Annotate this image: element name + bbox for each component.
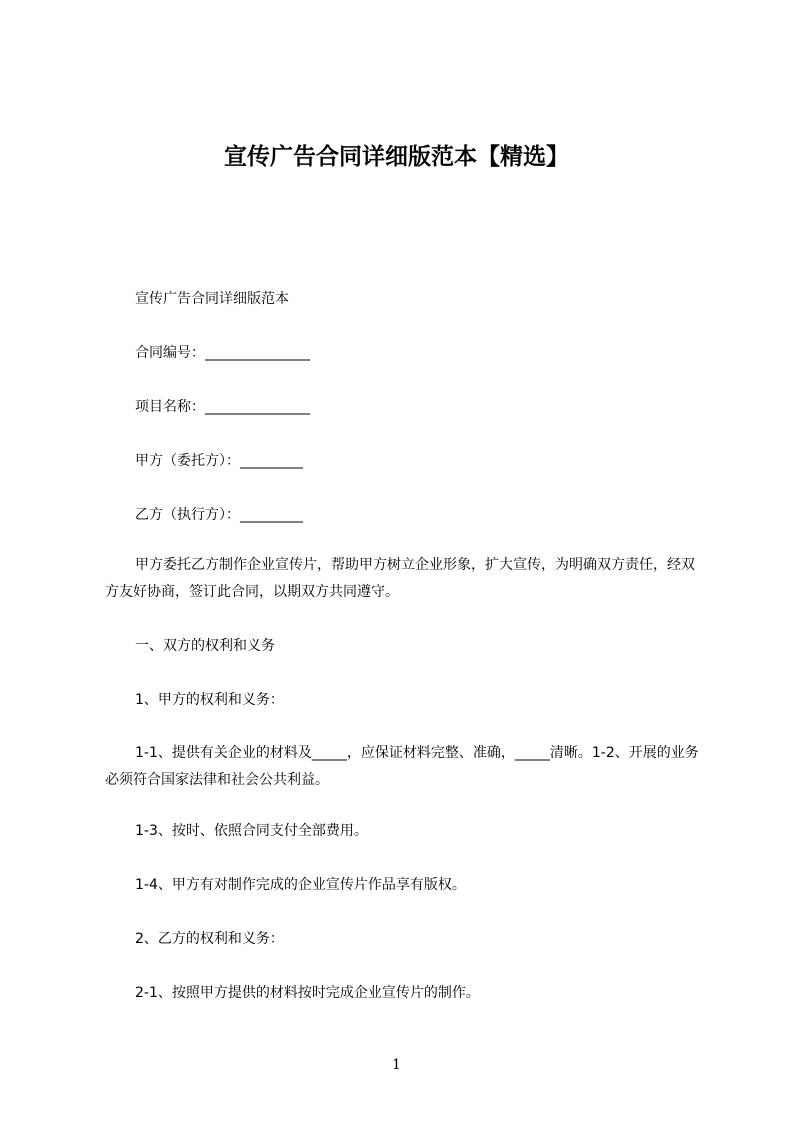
clause-2-1: 2-1、按照甲方提供的材料按时完成企业宣传片的制作。 [135, 985, 480, 1001]
party-a-rights-heading: 1、甲方的权利和义务： [135, 692, 284, 708]
document-subtitle: 宣传广告合同详细版范本 [135, 291, 289, 307]
project-name-field: 项目名称：_______________ [135, 399, 310, 415]
clause-1-4: 1-4、甲方有对制作完成的企业宣传片作品享有版权。 [135, 877, 466, 893]
clause-1-1: 1-1、提供有关企业的材料及_____，应保证材料完整、准确，_____清晰。1-2、开展的业务必须符合国家法律和社会公共利益。 [105, 745, 699, 788]
party-b-rights-heading: 2、乙方的权利和义务： [135, 931, 284, 947]
clause-1-3: 1-3、按时、依照合同支付全部费用。 [135, 823, 368, 839]
party-b-field: 乙方（执行方）：_________ [135, 507, 303, 523]
document-title: 宣传广告合同详细版范本【精选】 [224, 144, 569, 170]
page-number: 1 [392, 1057, 401, 1073]
section-rights-obligations-heading: 一、双方的权利和义务 [135, 638, 275, 654]
contract-number-field: 合同编号：_______________ [135, 345, 310, 361]
intro-paragraph: 甲方委托乙方制作企业宣传片，帮助甲方树立企业形象，扩大宣传，为明确双方责任，经双方友好协商，签订此合同，以期双方共同遵守。 [105, 557, 695, 600]
party-a-field: 甲方（委托方）：_________ [135, 453, 303, 469]
